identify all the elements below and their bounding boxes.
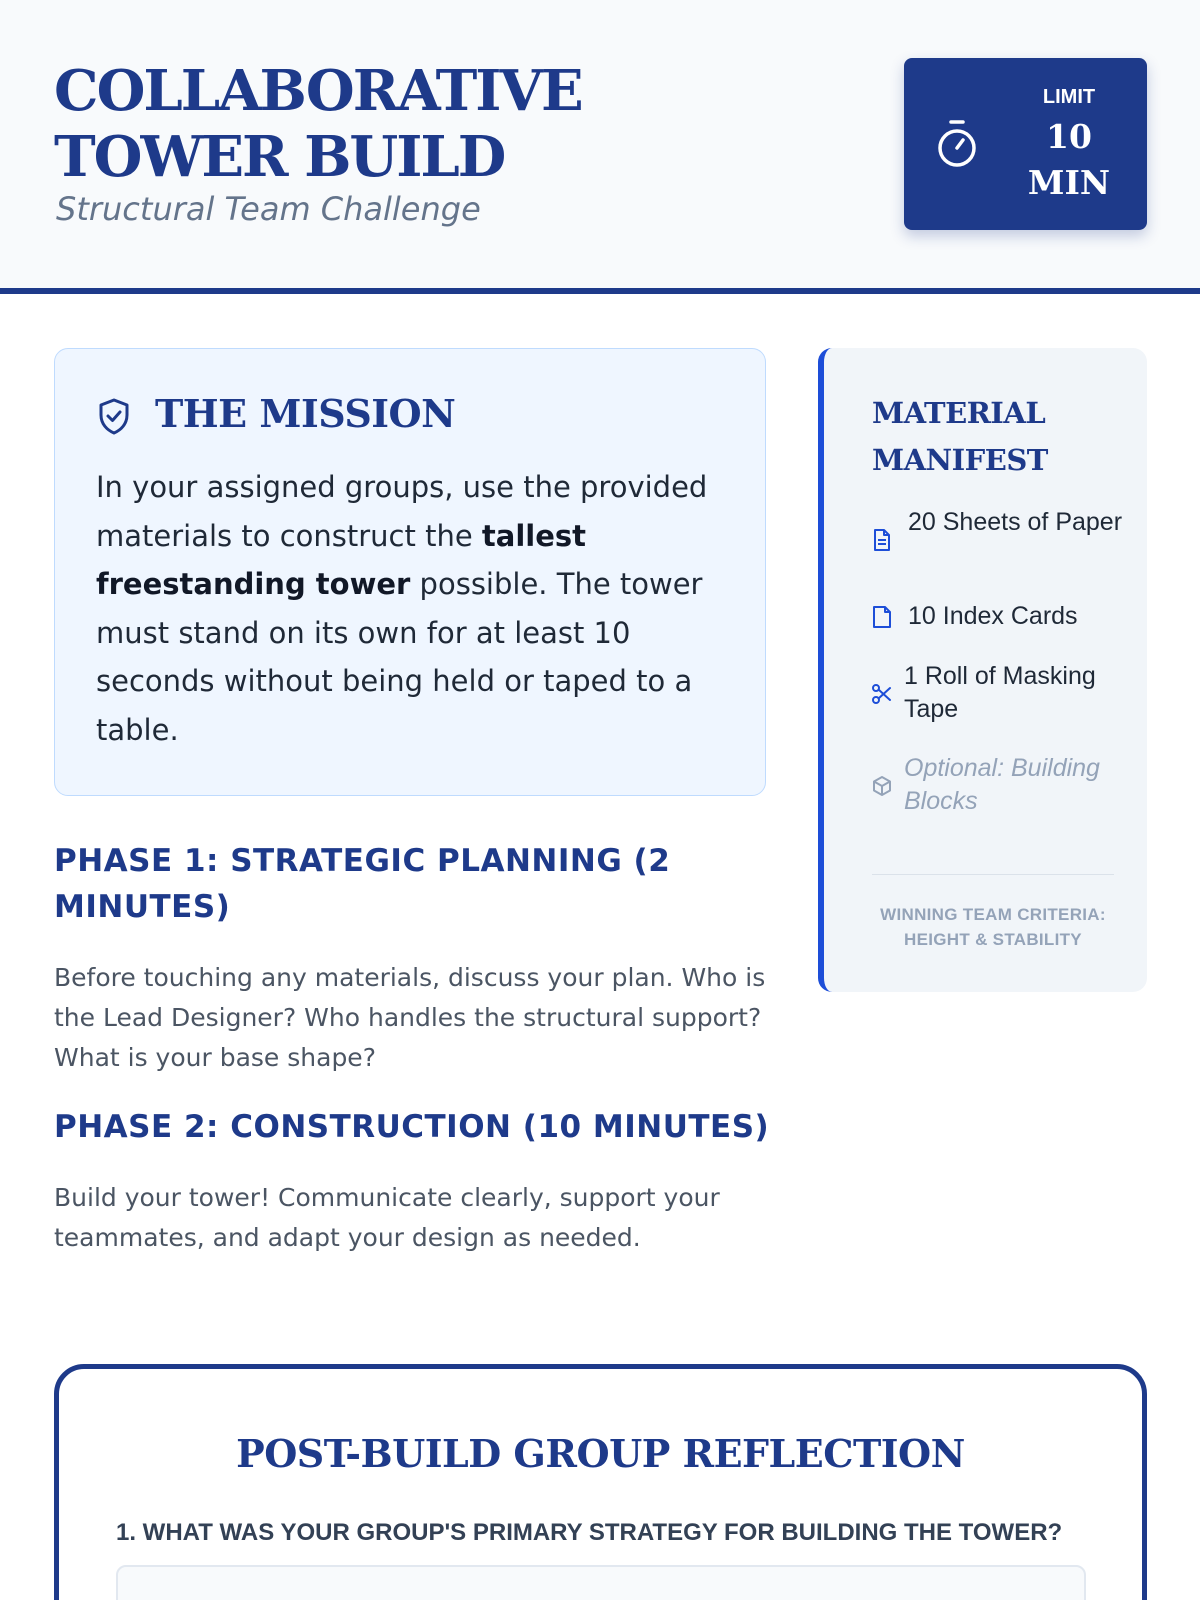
- manifest-item-label: 1 Roll of Masking Tape: [904, 662, 1096, 723]
- phase-1-text: Before touching any materials, discuss your plan. Who is the Lead Designer? Who handles the structural support? What is your base shape?: [54, 963, 766, 1072]
- mission-text-before: In your assigned groups, use the provided materials to construct the: [96, 470, 708, 553]
- reflection-question-1: 1. WHAT WAS YOUR GROUP'S PRIMARY STRATEGY FOR BUILDING THE TOWER?: [116, 1519, 1063, 1546]
- mission-card: [54, 348, 766, 796]
- mission-text-highlight: tallest freestanding tower: [96, 518, 587, 601]
- reflection-card: [54, 1364, 1147, 1600]
- page-subtitle: Structural Team Challenge: [56, 190, 481, 228]
- page-header: [0, 0, 1200, 294]
- scissors-icon: [870, 682, 894, 706]
- shield-check-icon: [97, 397, 131, 435]
- card-icon: [870, 605, 894, 629]
- answer-field[interactable]: [116, 1565, 1086, 1600]
- manifest-divider: [872, 874, 1114, 875]
- phase-2-text: Build your tower! Communicate clearly, support your teammates, and adapt your design as needed.: [54, 1183, 720, 1252]
- limit-label: LIMIT: [1042, 86, 1096, 108]
- page-title: COLLABORATIVE TOWER BUILD: [54, 58, 582, 190]
- document-icon: [870, 528, 894, 552]
- stopwatch-icon: [934, 118, 980, 170]
- winning-criteria: WINNING TEAM CRITERIA: HEIGHT & STABILITY: [880, 905, 1106, 949]
- material-manifest: [818, 348, 1147, 992]
- limit-value: 10 MIN: [1027, 117, 1111, 202]
- mission-text-after: possible. The tower must stand on its own for at least 10 seconds without being held or taped to a table.: [96, 567, 703, 747]
- manifest-item-label: 10 Index Cards: [908, 602, 1078, 630]
- manifest-item-label: Optional: Building Blocks: [904, 754, 1100, 815]
- manifest-item-label: 20 Sheets of Paper: [908, 508, 1123, 536]
- manifest-title: MATERIAL MANIFEST: [872, 396, 1048, 477]
- mission-title: THE MISSION: [155, 391, 456, 436]
- reflection-title: POST-BUILD GROUP REFLECTION: [236, 1431, 965, 1476]
- phase-2-heading: PHASE 2: CONSTRUCTION (10 MINUTES): [54, 1109, 770, 1145]
- mission-description: [96, 463, 726, 754]
- time-limit-badge: [904, 58, 1147, 230]
- phase-1-heading: PHASE 1: STRATEGIC PLANNING (2 MINUTES): [54, 843, 671, 925]
- box-icon: [870, 774, 894, 798]
